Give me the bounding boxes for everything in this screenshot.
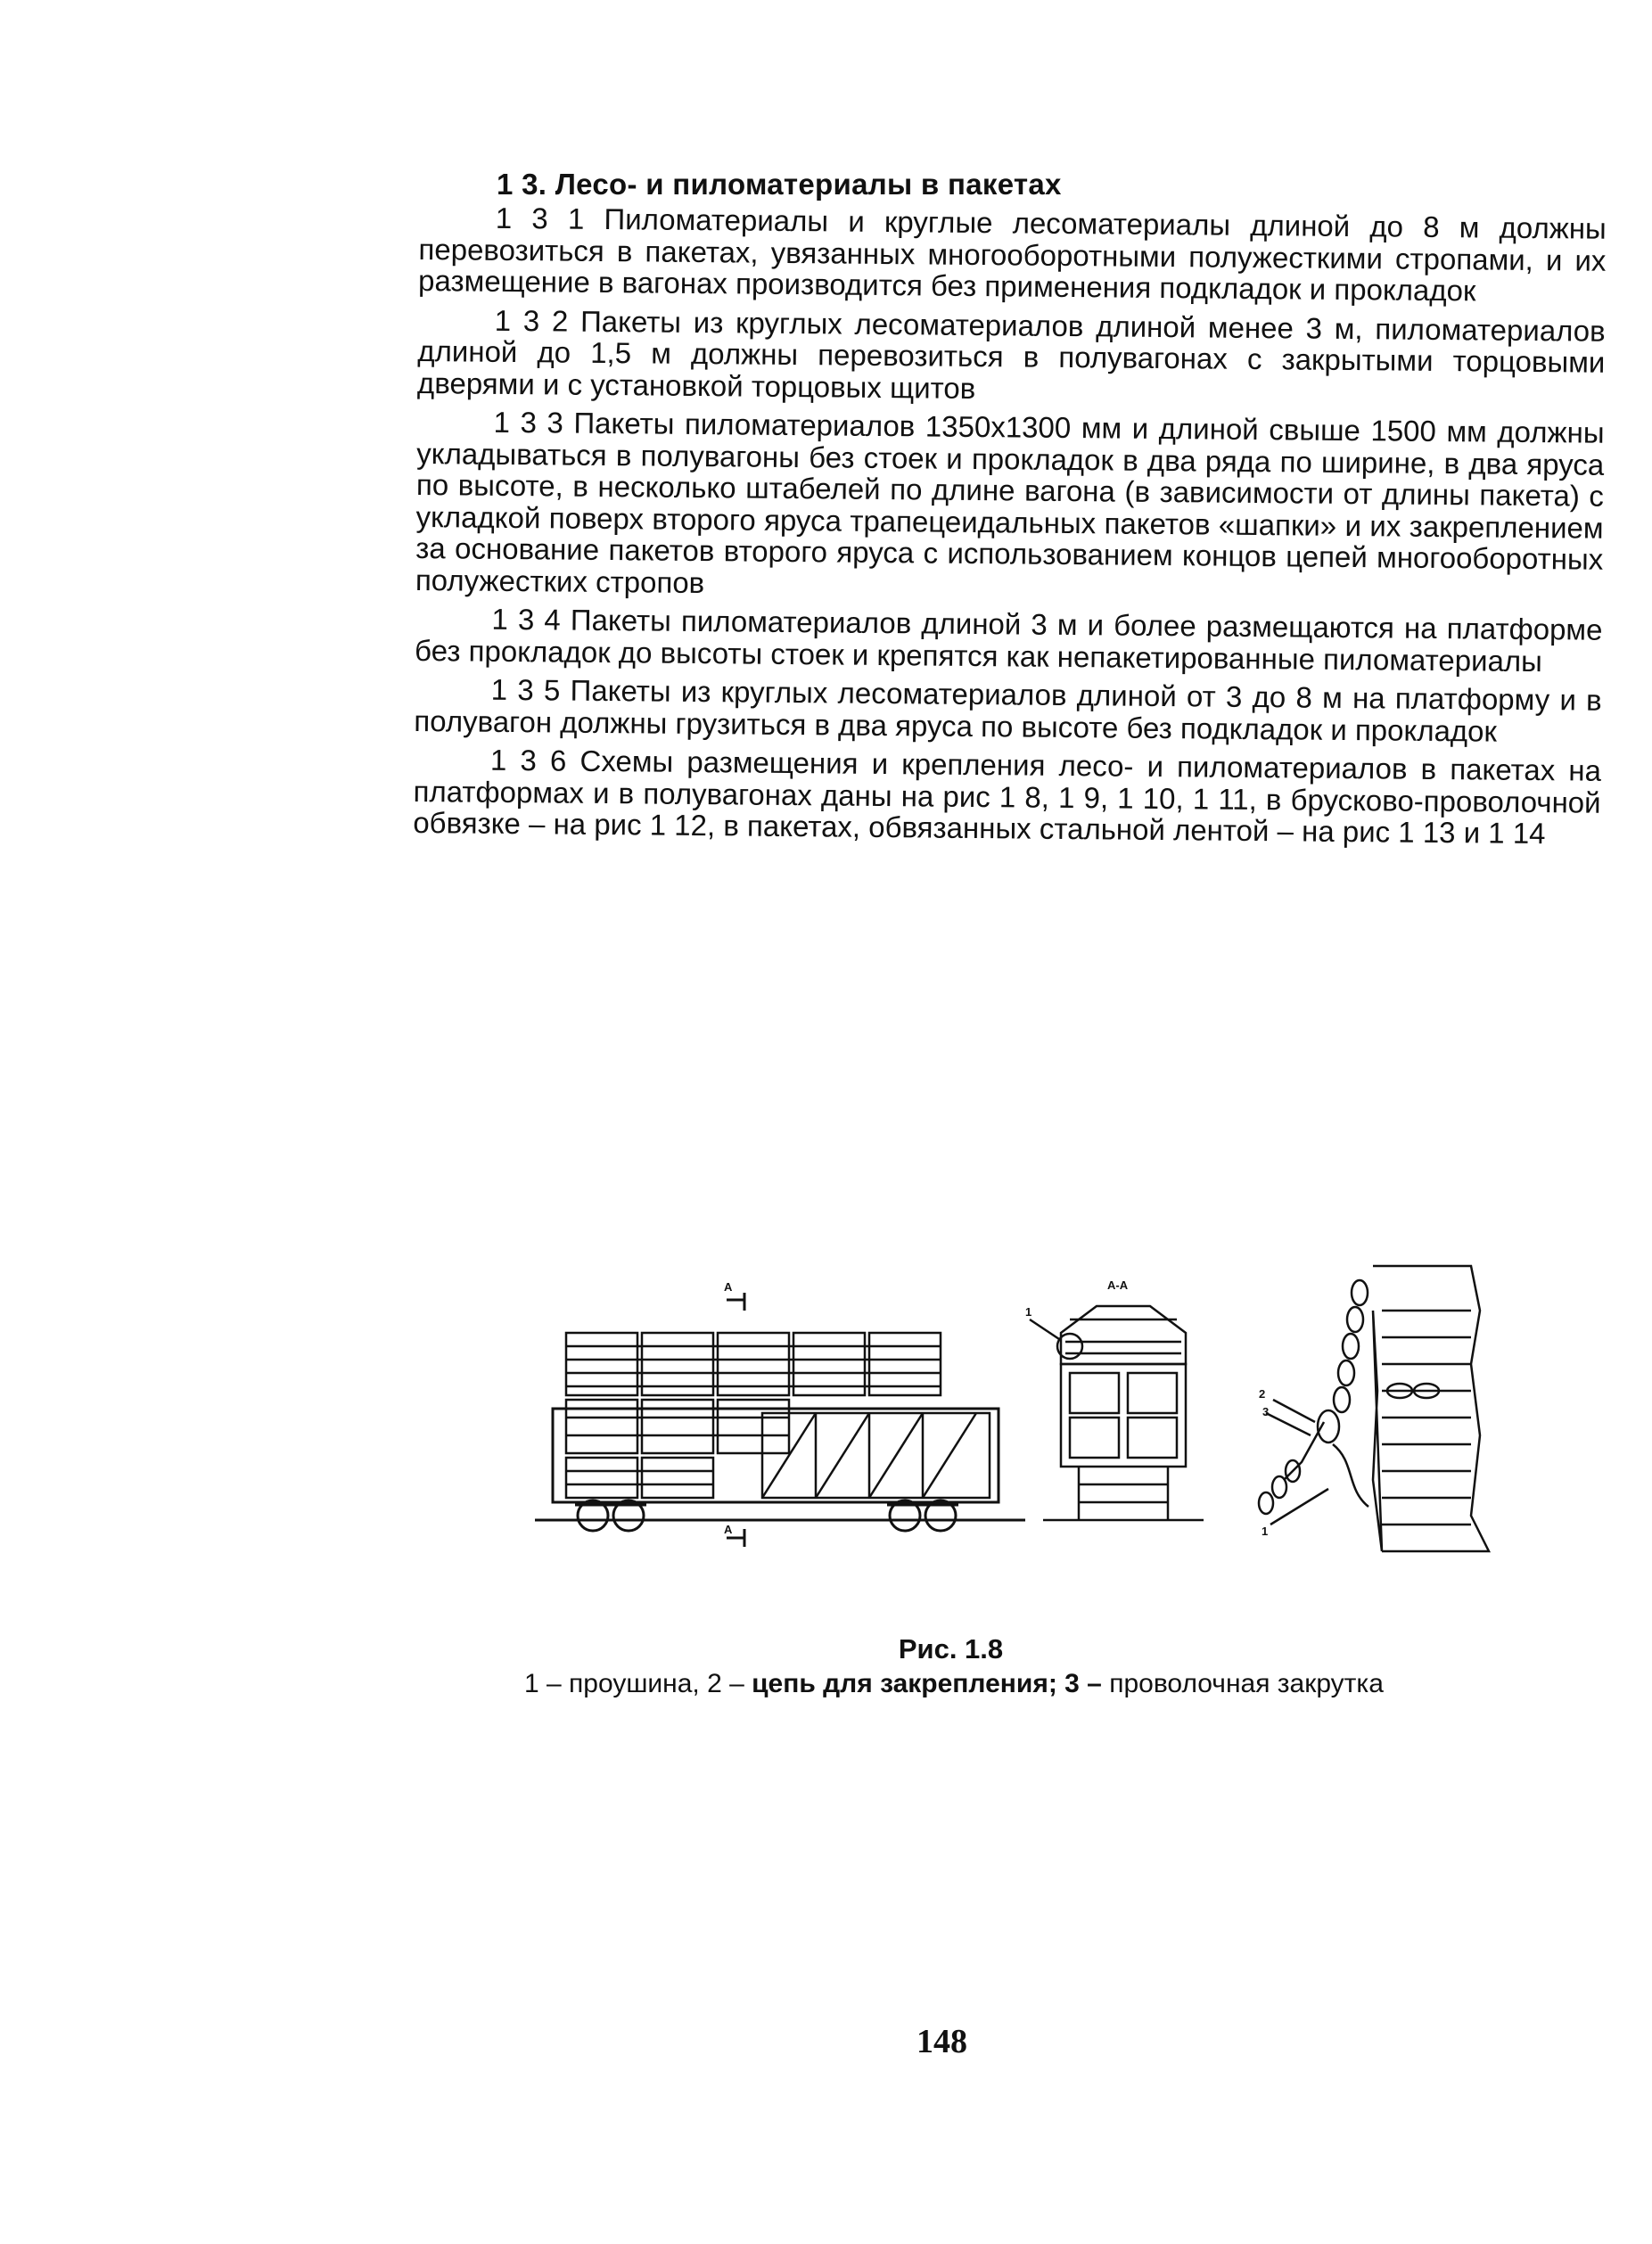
figure-caption-title: Рис. 1.8: [898, 1633, 1004, 1665]
caption-legend-end: проволочная закрутка: [1109, 1669, 1384, 1698]
car-body: [553, 1409, 999, 1502]
section-mark-top: А: [724, 1280, 733, 1294]
caption-legend-bold: цепь для закрепления; 3 –: [752, 1669, 1110, 1698]
paragraph-1-3-5: 1 3 5 Пакеты из круглых лесоматериалов длиной от 3 до 8 м на платформу и в полувагон должны грузиться в два яруса по высоте без подкладок и прокладок: [414, 672, 1602, 748]
door-panels: [762, 1413, 990, 1498]
paragraph-1-3-4: 1 3 4 Пакеты пиломатериалов длиной 3 м и более размещаются на платформе без прокладок до высоты стоек и крепятся как непакетированные пиломатериалы: [414, 602, 1603, 678]
figure-caption-legend: [524, 1669, 1384, 1699]
chain-detail: [1259, 1266, 1489, 1551]
section-mark-bottom: А: [724, 1523, 733, 1536]
caption-legend-plain: 1 – проушина, 2 –: [524, 1669, 752, 1698]
page-number: 148: [916, 2023, 967, 2060]
paragraph-1-3-1: 1 3 1 Пиломатериалы и круглые лесоматериалы длиной до 8 м должны перевозиться в пакетах, увязанных многооборотными полужесткими стропами, и их размещение в вагонах производится без применения подкладок и прокладок: [417, 201, 1607, 308]
section-view-a-a: [1030, 1306, 1204, 1520]
figure-1-8-illustration: [526, 1257, 1533, 1578]
section-heading: 1 3. Лесо- и пиломатериалы в пакетах: [497, 168, 1062, 201]
bogies: [575, 1500, 958, 1531]
callout-detail-2: 2: [1259, 1387, 1266, 1401]
section-view-label: А-А: [1107, 1278, 1129, 1292]
paragraph-1-3-2: 1 3 2 Пакеты из круглых лесоматериалов длиной менее 3 м, пиломатериалов длиной до 1,5 м должны перевозиться в полувагонах с закрытыми торцовыми дверями и с установкой торцовых щитов: [416, 303, 1606, 405]
paragraph-1-3-6: 1 3 6 Схемы размещения и крепления лесо- и пиломатериалов в пакетах на платформах и в полувагонах даны на рис 1 8, 1 9, 1 10, 1 11, в брусково-проволочной обвязке – на рис 1 12, в пакетах, обвязанных стальной лентой – на рис 1 13 и 1 14: [413, 743, 1602, 851]
callout-detail-3: 3: [1262, 1405, 1270, 1418]
section-body: [413, 201, 1607, 857]
callout-side-1: 1: [1025, 1305, 1032, 1319]
paragraph-1-3-3: 1 3 3 Пакеты пиломатериалов 1350х1300 мм и длиной свыше 1500 мм должны укладываться в полувагоны без стоек и прокладок в два ряда по ширине, в два яруса по высоте, в несколько штабелей по длине вагона (в зависимости от длины пакета) с укладкой поверх второго яруса трапецеидальных пакетов «шапки» и их закреплением за основание пакетов второго яруса с использованием концов цепей многооборотных полужестких стропов: [415, 405, 1605, 599]
callout-detail-1: 1: [1262, 1525, 1269, 1538]
